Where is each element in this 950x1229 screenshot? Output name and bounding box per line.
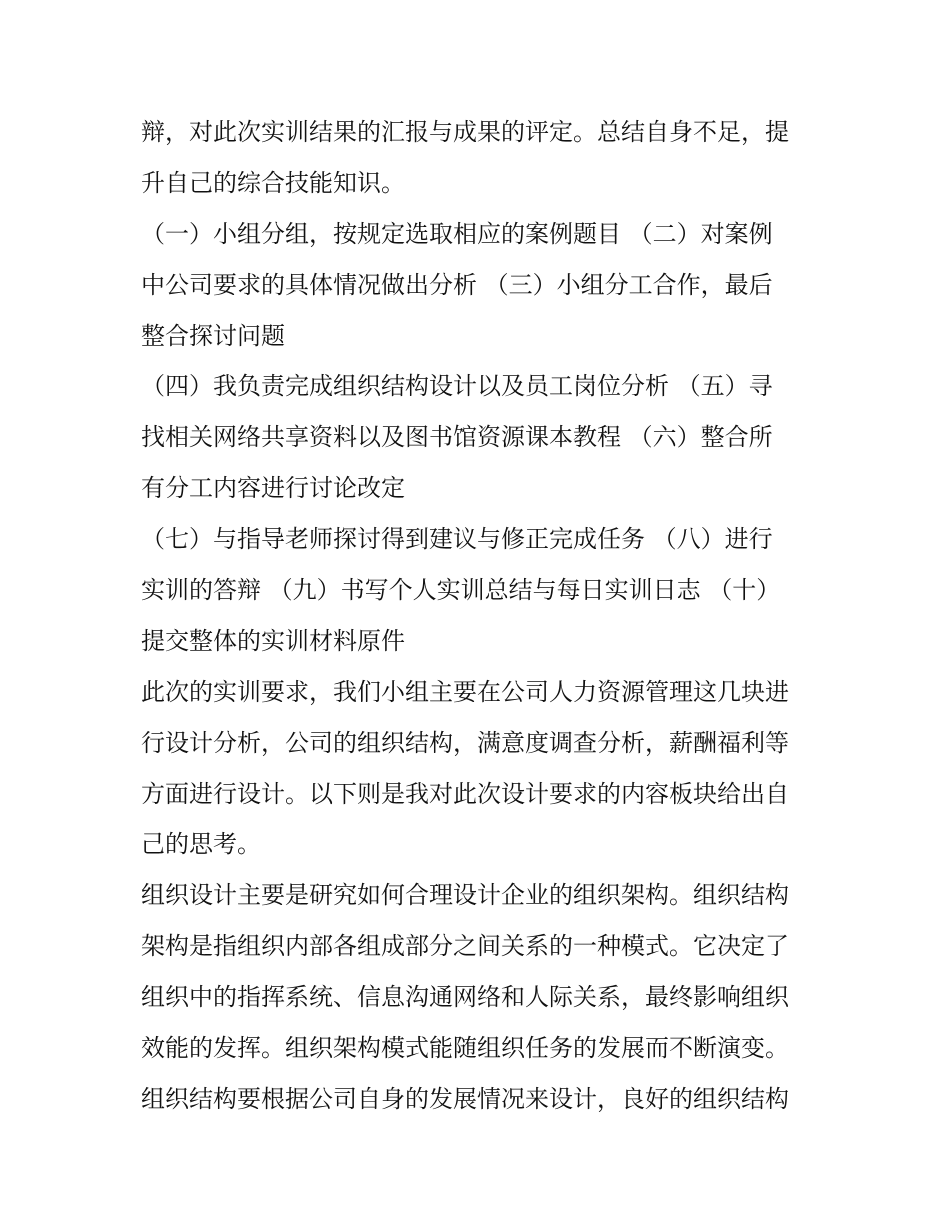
text-line: 升自己的综合技能知识。 (141, 168, 405, 197)
text-line: 方面进行设计。以下则是我对此次设计要求的内容板块给出自 (141, 779, 789, 808)
text-line: 行设计分析，公司的组织结构，满意度调查分析，薪酬福利等 (141, 728, 789, 757)
text-line: 组织中的指挥系统、信息沟通网络和人际关系，最终影响组织 (141, 983, 789, 1012)
body-text (141, 107, 821, 1125)
text-line: 组织结构要根据公司自身的发展情况来设计，良好的组织结构 (141, 1084, 789, 1113)
text-line: 己的思考。 (141, 830, 261, 859)
text-line: 提交整体的实训材料原件 (141, 626, 405, 655)
text-line: 此次的实训要求，我们小组主要在公司人力资源管理这几块进 (141, 677, 789, 706)
text-line: （七）与指导老师探讨得到建议与修正完成任务 （八）进行 (141, 525, 773, 554)
text-line: 效能的发挥。组织架构模式能随组织任务的发展而不断演变。 (141, 1034, 789, 1063)
text-line: 组织设计主要是研究如何合理设计企业的组织架构。组织结构 (141, 881, 789, 910)
text-line: 有分工内容进行讨论改定 (141, 474, 405, 503)
text-line: 实训的答辩 （九）书写个人实训总结与每日实训日志 （十） (141, 576, 781, 605)
text-line: （一）小组分组，按规定选取相应的案例题目 （二）对案例 (141, 219, 773, 248)
text-line: 找相关网络共享资料以及图书馆资源课本教程 （六）整合所 (141, 423, 773, 452)
text-line: 架构是指组织内部各组成部分之间关系的一种模式。它决定了 (141, 932, 789, 961)
text-line: （四）我负责完成组织结构设计以及员工岗位分析 （五）寻 (141, 372, 773, 401)
text-line: 整合探讨问题 (141, 321, 285, 350)
text-line: 中公司要求的具体情况做出分析 （三）小组分工合作，最后 (141, 270, 773, 299)
text-line: 辩，对此次实训结果的汇报与成果的评定。总结自身不足，提 (141, 118, 789, 146)
